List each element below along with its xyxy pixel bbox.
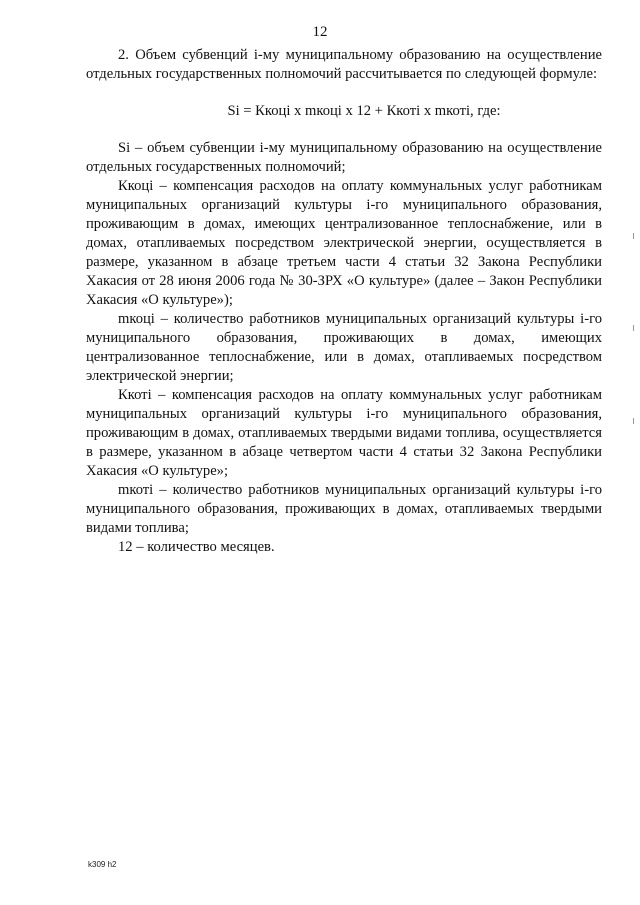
definition-si: Si – объем субвенции i-му муниципальному образованию на осуществление отдельных государственных полномочий; <box>86 140 602 175</box>
document-body <box>86 46 602 557</box>
scan-edge-mark <box>633 233 634 239</box>
definition-mkoti: mкоті – количество работников муниципальных организаций культуры i-го муниципального образования, проживающих в домах, отапливаемых твердыми видами топлива; <box>86 482 602 536</box>
scan-edge-mark <box>633 325 634 331</box>
page-number: 12 <box>312 24 328 40</box>
formula: Si = Ккоці x mкоці x 12 + Ккоті x mкоті, где: <box>227 103 501 119</box>
footer-code: k309 h2 <box>88 860 117 869</box>
intro-paragraph: 2. Объем субвенций i-му муниципальному образованию на осуществление отдельных государственных полномочий рассчитывается по следующей формуле: <box>86 47 602 82</box>
definition-kkoci: Ккоці – компенсация расходов на оплату коммунальных услуг работникам муниципальных организаций культуры i-го муниципального образования, проживающим в домах, имеющих централизованное теплоснабжение, или в домах, отапливаемых посредством электрической энергии, осуществляется в размере, указанном в абзаце третьем части 4 статьи 32 Закона Республики Хакасия от 28 июня 2006 года № 30-ЗРХ «О культуре» (далее – Закон Республики Хакасия «О культуре»); <box>86 178 602 308</box>
definition-mkoci: mкоці – количество работников муниципальных организаций культуры i-го муниципального образования, проживающих в домах, имеющих централизованное теплоснабжение, или в домах, отапливаемых посредством электрической энергии; <box>86 311 602 384</box>
definition-kkoti: Ккоті – компенсация расходов на оплату коммунальных услуг работникам муниципальных организаций культуры i-го муниципального образования, проживающим в домах, отапливаемых твердыми видами топлива, осуществляется в размере, указанном в абзаце четвертом части 4 статьи 32 Закона Республики Хакасия «О культуре»; <box>86 387 602 479</box>
scan-edge-mark <box>633 418 634 424</box>
definition-months: 12 – количество месяцев. <box>118 539 275 555</box>
